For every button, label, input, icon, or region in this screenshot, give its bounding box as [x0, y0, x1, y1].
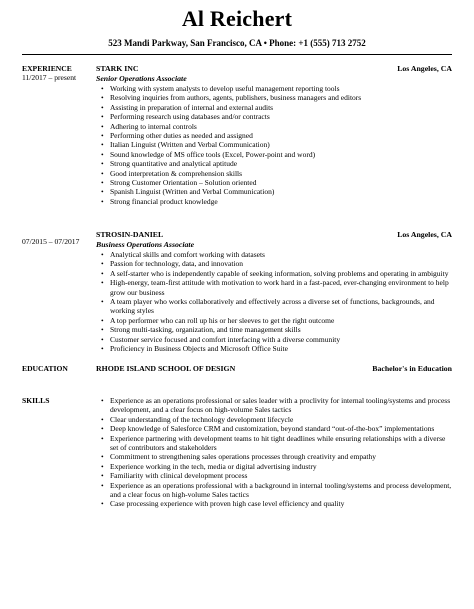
bullet-item: • Italian Linguist (Written and Verbal Communication)	[96, 140, 452, 149]
company-name: STARK INC	[96, 64, 139, 73]
job-bullets	[96, 250, 452, 353]
header-divider	[22, 54, 452, 55]
bullet-item: • Strong quantitative and analytical aptitude	[96, 159, 452, 168]
job-location: Los Angeles, CA	[397, 64, 452, 73]
job-dates: 11/2017 – present	[22, 73, 77, 82]
skills-heading: SKILLS	[22, 396, 50, 405]
bullet-item: • Good interpretation & comprehension skills	[96, 169, 452, 178]
bullet-item: • Resolving inquiries from authors, agents, publishers, business managers and editors	[96, 93, 452, 102]
skill-item: • Experience as an operations professional with a background in internal tooling/systems and process development, and a clear focus on high-volume Sales tactics	[96, 481, 452, 500]
education-heading: EDUCATION	[22, 364, 68, 373]
contact-line: 523 Mandi Parkway, San Francisco, CA • Phone: +1 (555) 713 2752	[108, 38, 366, 48]
bullet-item: • Working with system analysts to develop useful management reporting tools	[96, 84, 452, 93]
education-entry	[96, 364, 452, 374]
skills-list	[96, 396, 452, 509]
candidate-name: Al Reichert	[181, 6, 293, 31]
bullet-item: • Performing other duties as needed and assigned	[96, 131, 452, 140]
skill-item: • Case processing experience with proven high case level efficiency and quality	[96, 499, 452, 508]
bullet-item: • High-energy, team-first attitude with motivation to work hard in a fast-paced, ever-changing environment to help grow our business	[96, 278, 452, 297]
bullet-item: • A top performer who can roll up his or her sleeves to get the right outcome	[96, 316, 452, 325]
bullet-item: • Spanish Linguist (Written and Verbal Communication)	[96, 187, 452, 196]
degree-name: Bachelor's in Education	[372, 364, 452, 373]
bullet-item: • Assisting in preparation of internal and external audits	[96, 103, 452, 112]
bullet-item: • Strong Customer Orientation – Solution oriented	[96, 178, 452, 187]
bullet-item: • Strong multi-tasking, organization, and time management skills	[96, 325, 452, 334]
bullet-item: • Strong financial product knowledge	[96, 197, 452, 206]
school-name: RHODE ISLAND SCHOOL OF DESIGN	[96, 364, 236, 373]
bullet-item: • Proficiency in Business Objects and Microsoft Office Suite	[96, 344, 452, 353]
job-role: Business Operations Associate	[96, 240, 195, 249]
job-entry	[96, 230, 452, 353]
skill-item: • Clear understanding of the technology development lifecycle	[96, 415, 452, 424]
bullet-item: • Analytical skills and comfort working with datasets	[96, 250, 452, 259]
bullet-item: • Performing research using databases and/or contracts	[96, 112, 452, 121]
experience-heading: EXPERIENCE	[22, 64, 72, 73]
bullet-item: • Passion for technology, data, and innovation	[96, 259, 452, 268]
skill-item: • Experience working in the tech, media or digital advertising industry	[96, 462, 452, 471]
job-location: Los Angeles, CA	[397, 230, 452, 239]
bullet-item: • Customer service focused and comfort interfacing with a diverse community	[96, 335, 452, 344]
bullet-item: • Adhering to internal controls	[96, 122, 452, 131]
job-header	[96, 230, 452, 240]
job-entry	[96, 64, 452, 206]
skills-list-wrap	[96, 396, 452, 509]
company-name: STROSIN-DANIEL	[96, 230, 164, 239]
job-bullets	[96, 84, 452, 206]
job-header	[96, 64, 452, 74]
skill-item: • Familiarity with clinical development process	[96, 471, 452, 480]
skill-item: • Commitment to strengthening sales operations processes through creativity and empathy	[96, 452, 452, 461]
skill-item: • Experience partnering with development teams to hit tight deadlines while ensuring relationships with a diverse set of contributors and stakeholders	[96, 434, 452, 453]
bullet-item: • Sound knowledge of MS office tools (Excel, Power-point and word)	[96, 150, 452, 159]
job-dates: 07/2015 – 07/2017	[22, 237, 80, 246]
bullet-item: • A self-starter who is independently capable of seeking information, solving problems and operating in ambiguity	[96, 269, 452, 278]
bullet-item: • A team player who works collaboratively and effectively across a diverse set of functions, backgrounds, and working styles	[96, 297, 452, 316]
job-role: Senior Operations Associate	[96, 74, 187, 83]
skill-item: • Experience as an operations professional or sales leader with a proclivity for internal tooling/systems and process development, and a clear focus on high-volume Sales tactics	[96, 396, 452, 415]
skill-item: • Deep knowledge of Salesforce CRM and customization, beyond standard “out-of-the-box” implementations	[96, 424, 452, 433]
